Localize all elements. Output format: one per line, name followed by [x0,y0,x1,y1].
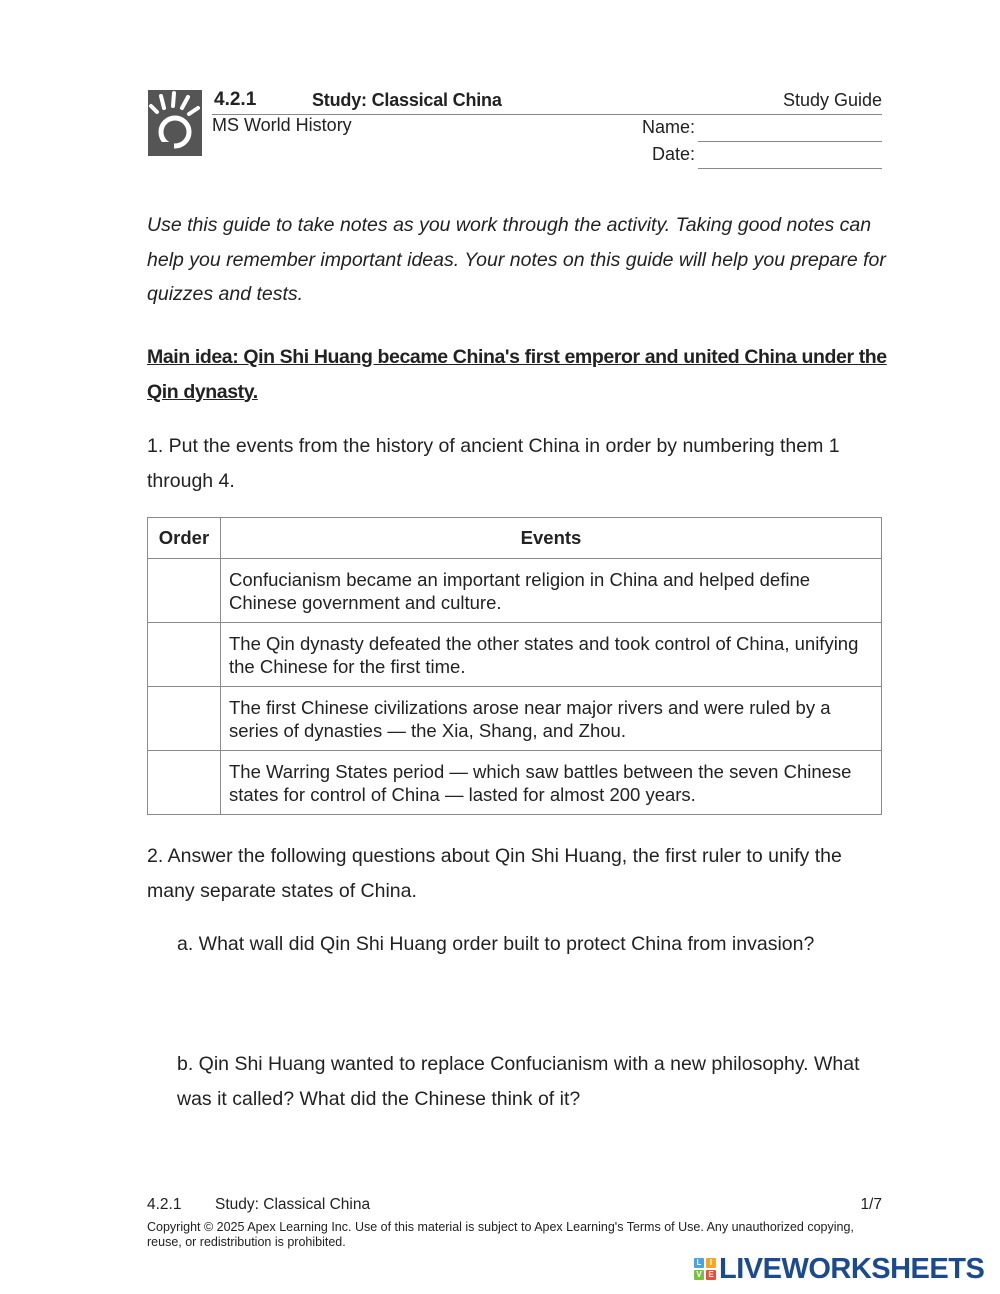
main-idea: Main idea: Qin Shi Huang became China's first emperor and united China under the Qin dynasty. [147,346,887,403]
table-header-row [148,518,882,559]
logo-letter: L [694,1258,704,1268]
table-row [148,687,882,751]
table-row [148,623,882,687]
footer-title: Study: Classical China [215,1196,371,1213]
course-name: MS World History [212,115,352,135]
question-2: 2. Answer the following questions about Qin Shi Huang, the first ruler to unify the many separate states of China. [147,845,842,902]
activity-title: Study: Classical China [312,90,502,110]
apex-logo-icon [148,90,202,156]
name-field[interactable] [698,141,882,142]
activity-number: 4.2.1 [214,89,257,110]
liveworksheets-watermark [694,1254,984,1284]
liveworksheets-logo-icon [694,1258,716,1280]
event-cell: Confucianism became an important religion in China and helped define Chinese government and culture. [221,559,882,623]
question-2b: b. Qin Shi Huang wanted to replace Confucianism with a new philosophy. What was it called? What did the Chinese think of it? [177,1053,860,1110]
page-number: 1/7 [860,1196,882,1213]
name-label: Name: [641,117,695,137]
events-table [147,517,882,815]
logo-letter: V [694,1270,704,1280]
question-1: 1. Put the events from the history of ancient China in order by numbering them 1 through 4. [147,435,840,492]
date-field[interactable] [698,168,882,169]
logo-letter: E [706,1270,716,1280]
intro-instructions: Use this guide to take notes as you work through the activity. Taking good notes can help you remember important ideas. Your notes on this guide will help you prepare for quizzes and tests. [147,214,886,305]
footer-activity-number: 4.2.1 [147,1196,182,1213]
liveworksheets-text: LIVEWORKSHEETS [719,1252,985,1285]
events-header: Events [221,518,882,559]
table-row [148,559,882,623]
copyright-notice: Copyright © 2025 Apex Learning Inc. Use of this material is subject to Apex Learning's Terms of Use. Any unauthorized copying, reuse, or redistribution is prohibited. [147,1220,854,1249]
date-label: Date: [651,144,695,164]
event-cell: The Warring States period — which saw battles between the seven Chinese states for control of China — lasted for almost 200 years. [221,751,882,815]
event-cell: The Qin dynasty defeated the other states and took control of China, unifying the Chinese for the first time. [221,623,882,687]
logo-letter: I [706,1258,716,1268]
question-2a: a. What wall did Qin Shi Huang order built to protect China from invasion? [177,933,815,955]
order-input-cell[interactable] [148,687,221,751]
order-input-cell[interactable] [148,559,221,623]
event-cell: The first Chinese civilizations arose near major rivers and were ruled by a series of dynasties — the Xia, Shang, and Zhou. [221,687,882,751]
order-header: Order [148,518,221,559]
document-type: Study Guide [782,90,882,110]
table-row [148,751,882,815]
order-input-cell[interactable] [148,623,221,687]
order-input-cell[interactable] [148,751,221,815]
